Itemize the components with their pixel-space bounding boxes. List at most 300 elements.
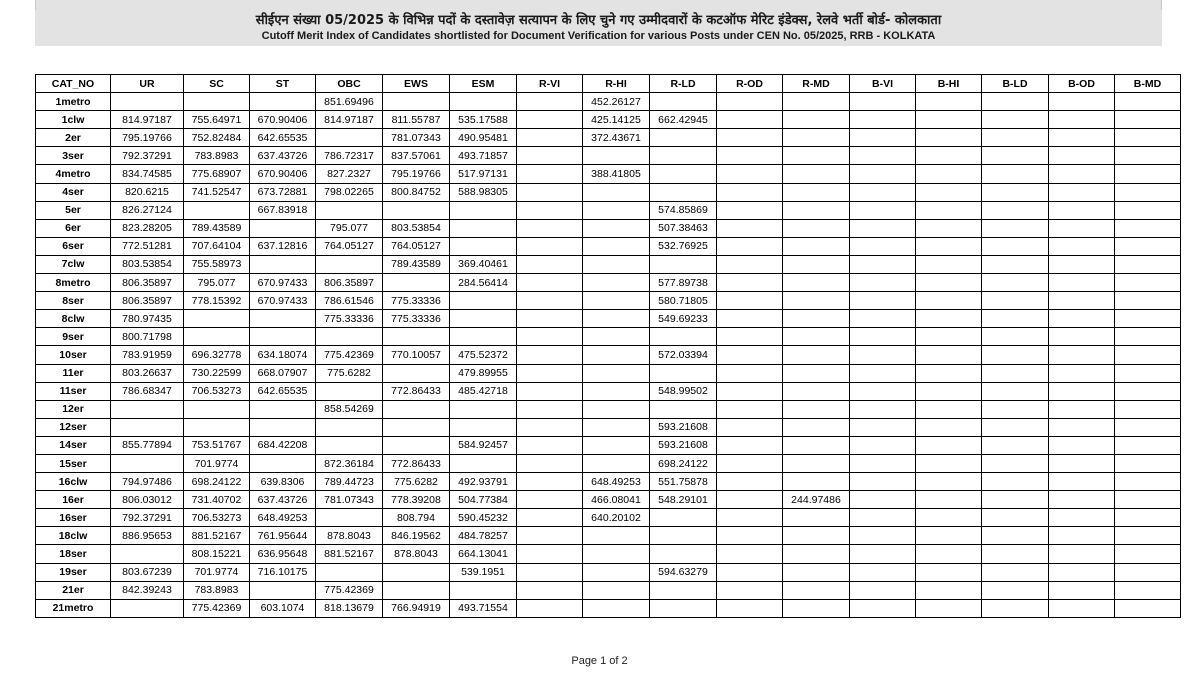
cutoff-cell: [783, 93, 850, 111]
category-cell: 1clw: [36, 111, 111, 129]
cutoff-cell: [783, 147, 850, 165]
cutoff-cell: [982, 274, 1049, 292]
cutoff-cell: [717, 129, 783, 147]
cutoff-cell: [383, 364, 450, 382]
cutoff-cell: 640.20102: [583, 509, 650, 527]
cutoff-cell: 851.69496: [316, 93, 383, 111]
cutoff-cell: [450, 581, 517, 599]
cutoff-cell: 244.97486: [783, 491, 850, 509]
cutoff-cell: [650, 93, 717, 111]
cutoff-cell: [717, 201, 783, 219]
cutoff-cell: [250, 255, 316, 273]
category-cell: 19ser: [36, 563, 111, 581]
cutoff-cell: [383, 581, 450, 599]
cutoff-cell: [184, 93, 250, 111]
cutoff-cell: 780.97435: [111, 310, 184, 328]
cutoff-cell: [517, 165, 583, 183]
cutoff-cell: [916, 310, 982, 328]
table-row: [36, 201, 1181, 219]
cutoff-cell: [1115, 201, 1181, 219]
cutoff-cell: [583, 310, 650, 328]
category-cell: 6ser: [36, 237, 111, 255]
cutoff-cell: 639.8306: [250, 473, 316, 491]
cutoff-cell: 484.78257: [450, 527, 517, 545]
cutoff-cell: [783, 111, 850, 129]
cutoff-cell: [1049, 581, 1115, 599]
cutoff-cell: [850, 292, 916, 310]
cutoff-cell: 764.05127: [316, 237, 383, 255]
cutoff-cell: [650, 400, 717, 418]
cutoff-cell: [583, 436, 650, 454]
cutoff-cell: 452.26127: [583, 93, 650, 111]
cutoff-cell: [583, 183, 650, 201]
cutoff-cell: [1115, 129, 1181, 147]
column-header: UR: [111, 75, 184, 93]
cutoff-cell: [450, 93, 517, 111]
cutoff-cell: 778.15392: [184, 292, 250, 310]
table-row: [36, 219, 1181, 237]
cutoff-cell: [1115, 509, 1181, 527]
cutoff-cell: 664.13041: [450, 545, 517, 563]
cutoff-cell: [850, 274, 916, 292]
cutoff-cell: [1049, 93, 1115, 111]
cutoff-cell: [1115, 237, 1181, 255]
cutoff-cell: [783, 454, 850, 472]
cutoff-cell: 648.49253: [250, 509, 316, 527]
cutoff-cell: 794.97486: [111, 473, 184, 491]
cutoff-cell: 716.10175: [250, 563, 316, 581]
cutoff-cell: [650, 183, 717, 201]
category-cell: 8metro: [36, 274, 111, 292]
cutoff-cell: 811.55787: [383, 111, 450, 129]
cutoff-cell: [316, 201, 383, 219]
cutoff-cell: [850, 581, 916, 599]
cutoff-cell: [783, 400, 850, 418]
cutoff-cell: [982, 563, 1049, 581]
cutoff-cell: 673.72881: [250, 183, 316, 201]
cutoff-cell: [316, 255, 383, 273]
cutoff-cell: 539.1951: [450, 563, 517, 581]
table-row: [36, 292, 1181, 310]
cutoff-cell: 603.1074: [250, 599, 316, 617]
cutoff-cell: [1049, 400, 1115, 418]
cutoff-cell: [850, 436, 916, 454]
cutoff-cell: [916, 509, 982, 527]
cutoff-cell: [517, 328, 583, 346]
table-row: [36, 400, 1181, 418]
cutoff-cell: 772.51281: [111, 237, 184, 255]
cutoff-cell: [517, 346, 583, 364]
cutoff-cell: [982, 418, 1049, 436]
cutoff-cell: 466.08041: [583, 491, 650, 509]
cutoff-cell: [783, 237, 850, 255]
cutoff-cell: [583, 454, 650, 472]
cutoff-cell: 637.43726: [250, 147, 316, 165]
category-cell: 11er: [36, 364, 111, 382]
column-header: B-VI: [850, 75, 916, 93]
column-header: OBC: [316, 75, 383, 93]
cutoff-cell: [1115, 328, 1181, 346]
table-row: [36, 382, 1181, 400]
cutoff-cell: [717, 454, 783, 472]
cutoff-cell: 783.8983: [184, 581, 250, 599]
category-cell: 8clw: [36, 310, 111, 328]
cutoff-cell: [1049, 491, 1115, 509]
cutoff-cell: [250, 454, 316, 472]
cutoff-cell: 698.24122: [650, 454, 717, 472]
cutoff-cell: [650, 545, 717, 563]
cutoff-cell: 775.6282: [316, 364, 383, 382]
cutoff-cell: [783, 346, 850, 364]
cutoff-cell: [583, 201, 650, 219]
cutoff-cell: [916, 454, 982, 472]
cutoff-cell: [717, 111, 783, 129]
cutoff-cell: [583, 527, 650, 545]
cutoff-cell: [783, 219, 850, 237]
column-header: B-LD: [982, 75, 1049, 93]
cutoff-cell: [583, 219, 650, 237]
cutoff-cell: [316, 382, 383, 400]
cutoff-cell: [783, 274, 850, 292]
cutoff-cell: 775.42369: [316, 581, 383, 599]
cutoff-cell: 493.71857: [450, 147, 517, 165]
cutoff-cell: 806.35897: [111, 274, 184, 292]
cutoff-cell: 820.6215: [111, 183, 184, 201]
cutoff-cell: [982, 111, 1049, 129]
cutoff-cell: [583, 545, 650, 563]
cutoff-cell: 684.42208: [250, 436, 316, 454]
category-cell: 16ser: [36, 509, 111, 527]
cutoff-cell: 798.02265: [316, 183, 383, 201]
cutoff-cell: [450, 310, 517, 328]
cutoff-cell: [1049, 219, 1115, 237]
cutoff-cell: [383, 201, 450, 219]
cutoff-cell: [111, 93, 184, 111]
cutoff-cell: [583, 292, 650, 310]
cutoff-cell: [583, 400, 650, 418]
cutoff-cell: [650, 328, 717, 346]
cutoff-cell: [850, 454, 916, 472]
cutoff-cell: [316, 418, 383, 436]
cutoff-cell: [583, 599, 650, 617]
cutoff-cell: [517, 201, 583, 219]
cutoff-cell: [982, 183, 1049, 201]
table-row: [36, 147, 1181, 165]
table-row: [36, 418, 1181, 436]
cutoff-cell: [982, 129, 1049, 147]
cutoff-cell: 781.07343: [316, 491, 383, 509]
cutoff-cell: [517, 219, 583, 237]
cutoff-cell: 475.52372: [450, 346, 517, 364]
cutoff-cell: [783, 310, 850, 328]
category-cell: 3ser: [36, 147, 111, 165]
cutoff-cell: [916, 436, 982, 454]
category-cell: 4ser: [36, 183, 111, 201]
category-cell: 8ser: [36, 292, 111, 310]
cutoff-cell: [916, 328, 982, 346]
column-header: R-VI: [517, 75, 583, 93]
cutoff-cell: 783.91959: [111, 346, 184, 364]
cutoff-cell: [982, 328, 1049, 346]
cutoff-cell: [916, 473, 982, 491]
cutoff-cell: 792.37291: [111, 509, 184, 527]
cutoff-cell: [1115, 436, 1181, 454]
table-row: [36, 255, 1181, 273]
cutoff-cell: [450, 201, 517, 219]
cutoff-cell: [850, 237, 916, 255]
cutoff-cell: [1115, 219, 1181, 237]
column-header: ST: [250, 75, 316, 93]
cutoff-cell: [517, 454, 583, 472]
cutoff-cell: [517, 527, 583, 545]
cutoff-cell: [717, 255, 783, 273]
cutoff-cell: [783, 292, 850, 310]
cutoff-cell: [783, 527, 850, 545]
cutoff-cell: [517, 183, 583, 201]
cutoff-cell: [850, 219, 916, 237]
cutoff-cell: 706.53273: [184, 382, 250, 400]
cutoff-cell: 593.21608: [650, 418, 717, 436]
cutoff-cell: [717, 599, 783, 617]
cutoff-cell: 827.2327: [316, 165, 383, 183]
column-header: B-MD: [1115, 75, 1181, 93]
cutoff-cell: [184, 400, 250, 418]
category-cell: 21metro: [36, 599, 111, 617]
cutoff-cell: [650, 527, 717, 545]
cutoff-cell: 696.32778: [184, 346, 250, 364]
cutoff-cell: 755.64971: [184, 111, 250, 129]
cutoff-cell: [916, 219, 982, 237]
cutoff-cell: [583, 364, 650, 382]
cutoff-cell: [717, 400, 783, 418]
cutoff-cell: 590.45232: [450, 509, 517, 527]
cutoff-cell: [1115, 418, 1181, 436]
cutoff-cell: [916, 255, 982, 273]
cutoff-cell: [517, 93, 583, 111]
cutoff-cell: [383, 436, 450, 454]
cutoff-cell: [1115, 527, 1181, 545]
cutoff-cell: [184, 418, 250, 436]
cutoff-cell: [1049, 129, 1115, 147]
cutoff-cell: 789.44723: [316, 473, 383, 491]
cutoff-cell: 584.92457: [450, 436, 517, 454]
cutoff-cell: 808.15221: [184, 545, 250, 563]
cutoff-cell: 493.71554: [450, 599, 517, 617]
cutoff-cell: [1115, 563, 1181, 581]
cutoff-cell: 775.33336: [316, 310, 383, 328]
cutoff-cell: 789.43589: [383, 255, 450, 273]
cutoff-cell: 806.03012: [111, 491, 184, 509]
cutoff-cell: 670.90406: [250, 111, 316, 129]
cutoff-cell: 637.43726: [250, 491, 316, 509]
cutoff-cell: 548.29101: [650, 491, 717, 509]
cutoff-cell: [783, 599, 850, 617]
cutoff-cell: 284.56414: [450, 274, 517, 292]
cutoff-cell: [1115, 147, 1181, 165]
cutoff-cell: 775.42369: [316, 346, 383, 364]
cutoff-cell: [517, 310, 583, 328]
cutoff-cell: [1115, 274, 1181, 292]
cutoff-cell: [517, 255, 583, 273]
cutoff-cell: [583, 255, 650, 273]
cutoff-cell: 662.42945: [650, 111, 717, 129]
cutoff-cell: [916, 183, 982, 201]
cutoff-cell: [850, 183, 916, 201]
cutoff-cell: [1115, 346, 1181, 364]
category-cell: 12er: [36, 400, 111, 418]
cutoff-cell: 846.19562: [383, 527, 450, 545]
cutoff-cell: 814.97187: [111, 111, 184, 129]
cutoff-cell: [982, 400, 1049, 418]
cutoff-cell: [850, 545, 916, 563]
cutoff-cell: 795.077: [316, 219, 383, 237]
cutoff-cell: [111, 599, 184, 617]
cutoff-cell: 577.89738: [650, 274, 717, 292]
column-header: CAT_NO: [36, 75, 111, 93]
cutoff-cell: [1049, 346, 1115, 364]
cutoff-cell: [916, 111, 982, 129]
cutoff-cell: [982, 382, 1049, 400]
cutoff-cell: [450, 454, 517, 472]
table-row: [36, 563, 1181, 581]
cutoff-cell: [517, 509, 583, 527]
cutoff-cell: 642.65535: [250, 129, 316, 147]
cutoff-cell: 490.95481: [450, 129, 517, 147]
cutoff-cell: [850, 93, 916, 111]
cutoff-cell: [783, 563, 850, 581]
cutoff-cell: [916, 418, 982, 436]
cutoff-cell: 507.38463: [650, 219, 717, 237]
category-cell: 16er: [36, 491, 111, 509]
cutoff-cell: [517, 237, 583, 255]
cutoff-cell: [650, 129, 717, 147]
cutoff-cell: 766.94919: [383, 599, 450, 617]
cutoff-cell: 479.89955: [450, 364, 517, 382]
cutoff-cell: [982, 436, 1049, 454]
category-cell: 1metro: [36, 93, 111, 111]
cutoff-cell: [850, 527, 916, 545]
cutoff-cell: [916, 274, 982, 292]
cutoff-cell: 753.51767: [184, 436, 250, 454]
table-row: [36, 599, 1181, 617]
cutoff-cell: 792.37291: [111, 147, 184, 165]
column-header: SC: [184, 75, 250, 93]
cutoff-cell: 886.95653: [111, 527, 184, 545]
cutoff-cell: 823.28205: [111, 219, 184, 237]
cutoff-cell: [1049, 454, 1115, 472]
cutoff-cell: [717, 545, 783, 563]
cutoff-cell: [916, 400, 982, 418]
cutoff-cell: [916, 201, 982, 219]
table-row: [36, 454, 1181, 472]
cutoff-cell: [583, 274, 650, 292]
cutoff-cell: [717, 183, 783, 201]
column-header: B-OD: [1049, 75, 1115, 93]
cutoff-cell: 881.52167: [184, 527, 250, 545]
cutoff-cell: [316, 509, 383, 527]
cutoff-cell: [982, 219, 1049, 237]
cutoff-cell: [1049, 382, 1115, 400]
cutoff-cell: [982, 310, 1049, 328]
cutoff-cell: [650, 509, 717, 527]
cutoff-cell: 637.12816: [250, 237, 316, 255]
cutoff-cell: [982, 545, 1049, 563]
cutoff-cell: 789.43589: [184, 219, 250, 237]
category-cell: 18clw: [36, 527, 111, 545]
cutoff-cell: 837.57061: [383, 147, 450, 165]
cutoff-cell: 372.43671: [583, 129, 650, 147]
cutoff-cell: 783.8983: [184, 147, 250, 165]
cutoff-cell: [111, 418, 184, 436]
cutoff-cell: [583, 382, 650, 400]
cutoff-cell: 707.64104: [184, 237, 250, 255]
cutoff-cell: [450, 237, 517, 255]
category-cell: 15ser: [36, 454, 111, 472]
cutoff-cell: [250, 219, 316, 237]
cutoff-cell: [1115, 183, 1181, 201]
cutoff-cell: 842.39243: [111, 581, 184, 599]
column-header: EWS: [383, 75, 450, 93]
cutoff-cell: [717, 581, 783, 599]
table-row: [36, 473, 1181, 491]
cutoff-cell: [383, 418, 450, 436]
cutoff-cell: 806.35897: [111, 292, 184, 310]
table-row: [36, 93, 1181, 111]
cutoff-cell: [783, 436, 850, 454]
cutoff-cell: 668.07907: [250, 364, 316, 382]
cutoff-cell: [850, 201, 916, 219]
cutoff-cell: 775.42369: [184, 599, 250, 617]
cutoff-cell: [783, 418, 850, 436]
cutoff-cell: [517, 129, 583, 147]
cutoff-cell: 551.75878: [650, 473, 717, 491]
cutoff-cell: [717, 509, 783, 527]
cutoff-cell: [717, 165, 783, 183]
cutoff-cell: [982, 454, 1049, 472]
table-row: [36, 545, 1181, 563]
cutoff-cell: 425.14125: [583, 111, 650, 129]
cutoff-cell: [916, 165, 982, 183]
cutoff-cell: [982, 527, 1049, 545]
cutoff-cell: [717, 346, 783, 364]
cutoff-cell: [717, 436, 783, 454]
category-cell: 21er: [36, 581, 111, 599]
cutoff-cell: 549.69233: [650, 310, 717, 328]
cutoff-cell: [717, 382, 783, 400]
cutoff-cell: 800.71798: [111, 328, 184, 346]
cutoff-cell: 580.71805: [650, 292, 717, 310]
cutoff-cell: [517, 563, 583, 581]
category-cell: 16clw: [36, 473, 111, 491]
table-row: [36, 364, 1181, 382]
page-number: Page 1 of 2: [571, 655, 628, 667]
cutoff-cell: [783, 165, 850, 183]
cutoff-cell: 532.76925: [650, 237, 717, 255]
cutoff-cell: [583, 563, 650, 581]
cutoff-cell: [717, 364, 783, 382]
cutoff-cell: [583, 328, 650, 346]
cutoff-cell: 730.22599: [184, 364, 250, 382]
cutoff-cell: 706.53273: [184, 509, 250, 527]
cutoff-cell: [1049, 527, 1115, 545]
cutoff-cell: 698.24122: [184, 473, 250, 491]
cutoff-cell: 535.17588: [450, 111, 517, 129]
cutoff-cell: [383, 274, 450, 292]
cutoff-cell: 808.794: [383, 509, 450, 527]
cutoff-cell: [850, 563, 916, 581]
table-row: [36, 274, 1181, 292]
cutoff-cell: [850, 364, 916, 382]
